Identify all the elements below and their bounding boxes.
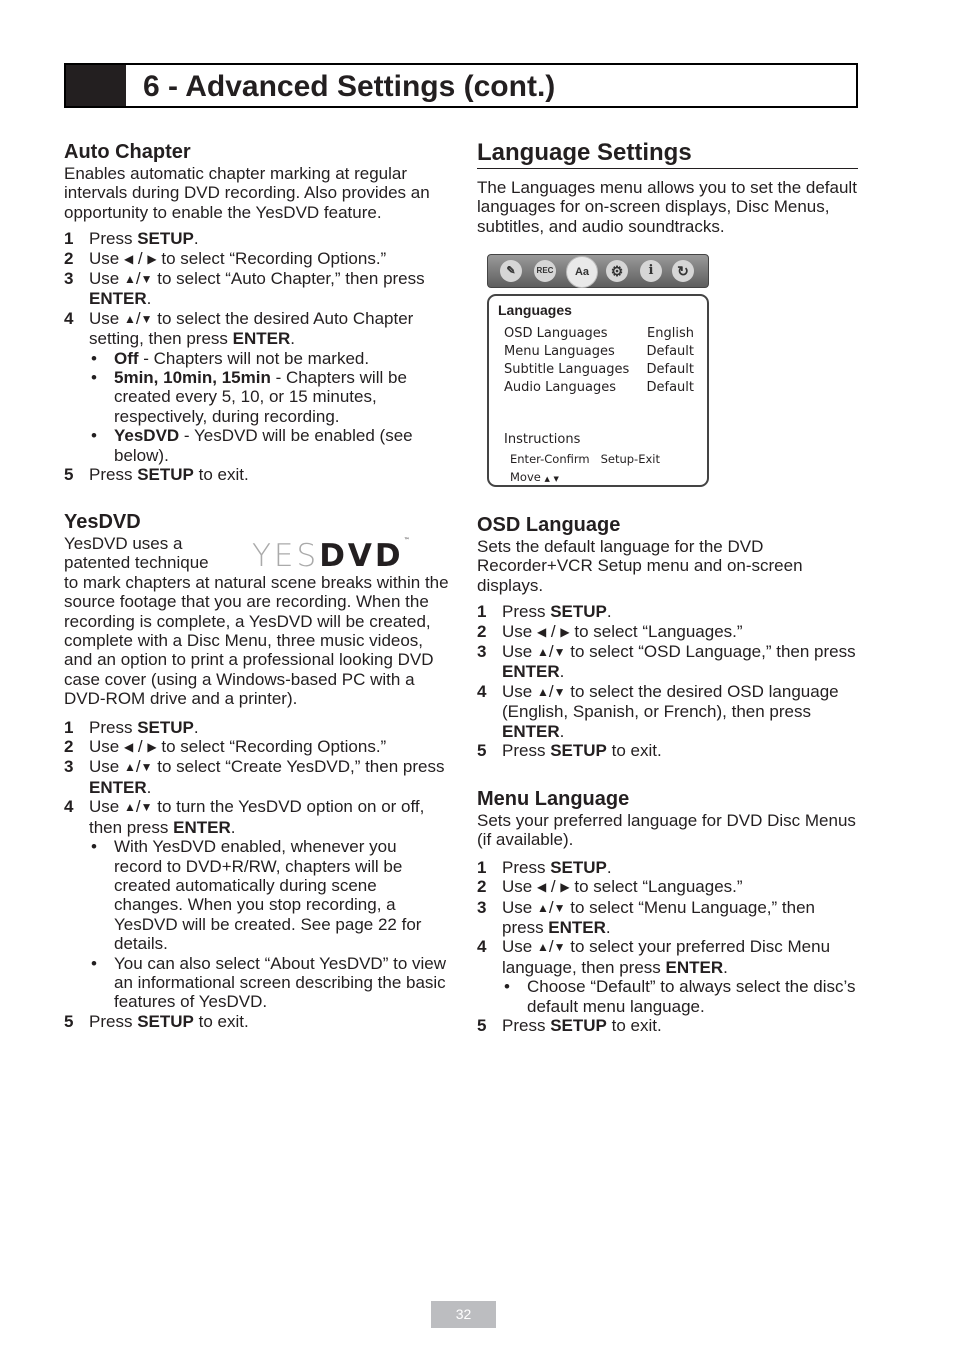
step: 2 Use ◀ / ▶ to select “Languages.”: [477, 877, 743, 897]
step: 3 Use ▲/▼ to select “Menu Language,” then press ENTER.: [477, 897, 815, 938]
up-arrow-icon: ▲: [123, 760, 136, 775]
yesdvd-notes: [89, 837, 449, 1012]
language-settings-section: [477, 139, 858, 236]
tools-icon: ✎: [500, 260, 522, 282]
instructions-line: Move ▲ ▼: [510, 470, 559, 484]
menu-language-section: [477, 787, 858, 1035]
up-arrow-icon: ▲: [536, 684, 549, 699]
step: 2 Use ◀ / ▶ to select “Recording Options.”: [64, 248, 387, 268]
menu-language-heading: Menu Language: [477, 788, 630, 810]
up-arrow-icon: ▲: [536, 900, 549, 915]
gear-icon: ⚙: [606, 260, 628, 282]
step: 5 Press SETUP to exit.: [64, 465, 249, 485]
auto-chapter-section: [64, 140, 449, 485]
left-arrow-icon: ◀: [536, 624, 547, 639]
osd-language-section: [477, 513, 858, 760]
step: 1 Press SETUP.: [64, 717, 199, 737]
left-arrow-icon: ◀: [123, 251, 134, 266]
auto-chapter-options: [89, 349, 449, 465]
up-arrow-icon: ▲: [544, 475, 550, 483]
menu-language-steps: [477, 858, 858, 1036]
down-arrow-icon: ▼: [553, 684, 566, 699]
up-arrow-icon: ▲: [536, 645, 549, 660]
header-block: [66, 65, 126, 106]
yesdvd-section: [64, 510, 449, 1031]
language-icon: Aa: [566, 256, 598, 288]
page-number: 32: [431, 1301, 496, 1328]
list-item: • With YesDVD enabled, whenever you record to DVD+R/RW, chapters will be created automatically during scene changes. When you stop recording, a YesDVD will be created. See page 22 for details.: [89, 837, 449, 953]
menu-row: Subtitle Languages Default: [504, 362, 694, 377]
left-arrow-icon: ◀: [123, 740, 134, 755]
menu-language-notes: [502, 977, 858, 1016]
right-arrow-icon: ▶: [560, 880, 570, 895]
down-arrow-icon: ▼: [140, 760, 153, 775]
refresh-icon: ↻: [672, 260, 694, 282]
osd-screen-illustration: [487, 254, 709, 487]
up-arrow-icon: ▲: [536, 940, 549, 955]
step: 2 Use ◀ / ▶ to select “Languages.”: [477, 621, 743, 641]
step: 4 Use ▲/▼ to turn the YesDVD option on or off, then press ENTER. • With YesDVD enabled, whenever you record to DVD+R/RW, chapters will be created automatically during scene changes. When you stop recording, a YesDVD will be created. See page 22 for details. • You can also select “About YesDVD” to view an informational screen describing the basic features of YesDVD.: [64, 797, 449, 1011]
step: 4 Use ▲/▼ to select the desired OSD language (English, Spanish, or French), then press ENTER.: [477, 681, 839, 741]
menu-row: OSD Languages English: [504, 326, 694, 341]
down-arrow-icon: ▼: [140, 800, 153, 815]
down-arrow-icon: ▼: [553, 475, 559, 483]
instructions-line: Enter-Confirm Setup-Exit: [510, 452, 660, 466]
heading-rule: [477, 168, 858, 169]
menu-language-intro: Sets your preferred language for DVD Disc Menus (if available).: [477, 811, 856, 850]
osd-language-intro: Sets the default language for the DVD Recorder+VCR Setup menu and on-screen displays.: [477, 537, 803, 595]
auto-chapter-intro: Enables automatic chapter marking at regular intervals during DVD recording. Also provides an opportunity to enable the YesDVD feature.: [64, 164, 430, 222]
down-arrow-icon: ▼: [553, 940, 566, 955]
right-arrow-icon: ▶: [147, 251, 157, 266]
languages-menu-panel: [487, 294, 709, 487]
left-arrow-icon: ◀: [536, 880, 547, 895]
instructions-label: Instructions: [504, 432, 581, 447]
page-title: 6 - Advanced Settings (cont.): [143, 70, 556, 103]
osd-language-heading: OSD Language: [477, 514, 621, 536]
step: 5 Press SETUP to exit.: [477, 741, 662, 761]
down-arrow-icon: ▼: [553, 645, 566, 660]
step: 5 Press SETUP to exit.: [477, 1016, 662, 1036]
step: 4 Use ▲/▼ to select your preferred Disc Menu language, then press ENTER. • Choose “Default” to always select the disc’s default menu language.: [477, 937, 858, 1016]
step: 1 Press SETUP.: [477, 602, 612, 622]
page-header-banner: [64, 63, 858, 108]
yesdvd-steps: [64, 718, 449, 1032]
auto-chapter-steps: [64, 229, 449, 484]
yesdvd-heading: YesDVD: [64, 511, 141, 533]
menu-row: Audio Languages Default: [504, 380, 694, 395]
step: 2 Use ◀ / ▶ to select “Recording Options.”: [64, 737, 387, 757]
language-settings-intro: The Languages menu allows you to set the default languages for on-screen displays, Disc Menus, subtitles, and audio soundtracks.: [477, 178, 857, 236]
yesdvd-logo: YESDVD™: [252, 537, 410, 574]
yesdvd-intro: YesDVD uses a patented technique to mark chapters at natural scene breaks within the source footage that you are recording. When the recording is complete, a YesDVD will be created, complete with a Disc Menu, three music videos, and an option to print a professional looking DVD case cover (using a Windows-based PC with a DVD-ROM drive and a printer).: [64, 534, 449, 709]
step: 5 Press SETUP to exit.: [64, 1011, 249, 1031]
step: 3 Use ▲/▼ to select “OSD Language,” then press ENTER.: [477, 642, 856, 682]
languages-menu-title: Languages: [498, 302, 572, 318]
down-arrow-icon: ▼: [140, 311, 153, 326]
up-arrow-icon: ▲: [123, 311, 136, 326]
osd-language-steps: [477, 602, 858, 760]
menu-row: Menu Languages Default: [504, 344, 694, 359]
list-item: • YesDVD - YesDVD will be enabled (see below).: [89, 426, 449, 465]
right-arrow-icon: ▶: [147, 740, 157, 755]
right-arrow-icon: ▶: [560, 624, 570, 639]
list-item: • Off - Chapters will not be marked.: [89, 349, 449, 368]
list-item: • Choose “Default” to always select the disc’s default menu language.: [502, 977, 858, 1016]
step: 3 Use ▲/▼ to select “Create YesDVD,” then press ENTER.: [64, 757, 445, 797]
list-item: • You can also select “About YesDVD” to view an informational screen describing the basic features of YesDVD.: [89, 954, 449, 1012]
step: 3 Use ▲/▼ to select “Auto Chapter,” then press ENTER.: [64, 269, 425, 309]
down-arrow-icon: ▼: [140, 272, 153, 287]
auto-chapter-heading: Auto Chapter: [64, 141, 191, 163]
up-arrow-icon: ▲: [123, 800, 136, 815]
info-icon: i: [640, 260, 662, 282]
step: 4 Use ▲/▼ to select the desired Auto Chapter setting, then press ENTER. • Off - Chapters will not be marked. • 5min, 10min, 15min - Chapters will be created every 5, 10, or 15 minutes, respectively, during recording. • YesDVD - YesDVD will be enabled (see below).: [64, 309, 449, 465]
down-arrow-icon: ▼: [553, 900, 566, 915]
list-item: • 5min, 10min, 15min - Chapters will be created every 5, 10, or 15 minutes, respectively, during recording.: [89, 368, 449, 426]
step: 1 Press SETUP.: [64, 229, 199, 249]
rec-icon: REC: [534, 260, 556, 282]
step: 1 Press SETUP.: [477, 857, 612, 877]
osd-icon-bar: [487, 254, 709, 288]
language-settings-heading: Language Settings: [477, 139, 692, 166]
up-arrow-icon: ▲: [123, 272, 136, 287]
